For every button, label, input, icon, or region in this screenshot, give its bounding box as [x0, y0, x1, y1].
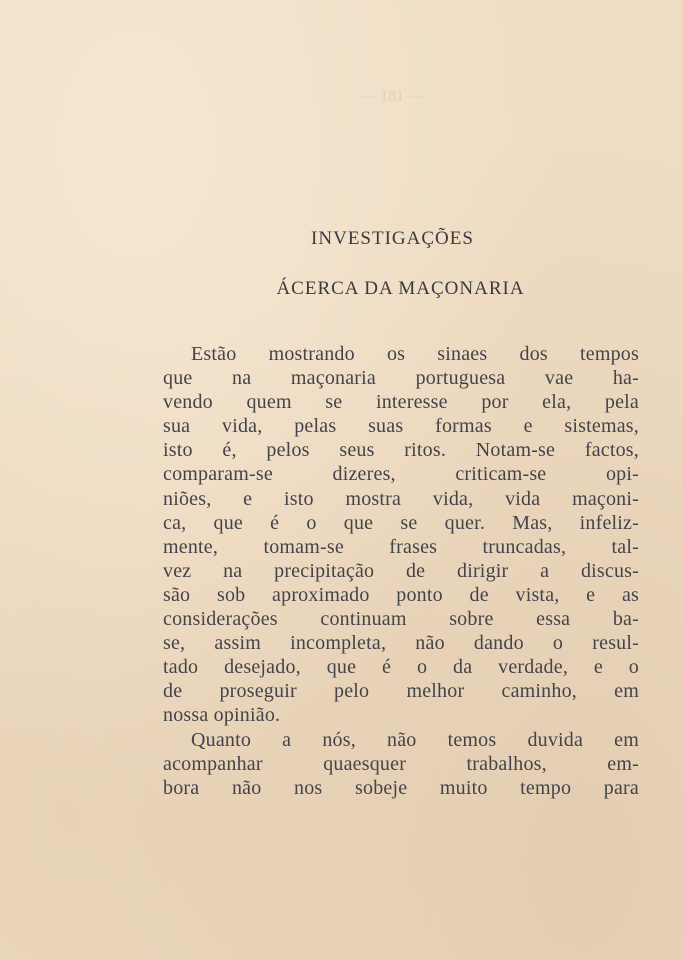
text-line: Estão mostrando os sinaes dos tempos [191, 343, 639, 365]
text-line: vez na precipitação de dirigir a discus- [163, 559, 639, 582]
text-line: de proseguir pelo melhor caminho, em [163, 680, 639, 703]
text-line: comparam-se dizeres, criticam-se opi- [163, 463, 639, 486]
text-line: são sob aproximado ponto de vista, e as [163, 583, 639, 606]
text-line: considerações continuam sobre essa ba- [163, 608, 639, 631]
text-line: que na maçonaria portuguesa vae ha- [163, 367, 639, 390]
text-line: acompanhar quaesquer trabalhos, em- [163, 752, 639, 775]
text-line: se, assim incompleta, não dando o resul- [163, 632, 639, 655]
text-line: nossa opinião. [163, 704, 281, 727]
text-line: tado desejado, que é o da verdade, e o [163, 656, 639, 679]
text-line: sua vida, pelas suas formas e sistemas, [163, 415, 639, 438]
show-through-mark: — 181 — [360, 88, 424, 105]
text-line: niões, e isto mostra vida, vida maçoni- [163, 487, 639, 510]
text-line: isto é, pelos seus ritos. Notam-se factos, [163, 439, 639, 462]
text-line: ca, que é o que se quer. Mas, infeliz- [163, 511, 639, 534]
text-line: bora não nos sobeje muito tempo para [163, 776, 639, 799]
text-line: Quanto a nós, não temos duvida em [191, 728, 639, 751]
chapter-title-line-1: INVESTIGAÇÕES [311, 228, 474, 249]
text-line: vendo quem se interesse por ela, pela [163, 391, 639, 414]
body-text [163, 342, 639, 800]
chapter-title-line-2: ÁCERCA DA MAÇONARIA [276, 278, 525, 299]
text-line: mente, tomam-se frases truncadas, tal- [163, 535, 639, 558]
